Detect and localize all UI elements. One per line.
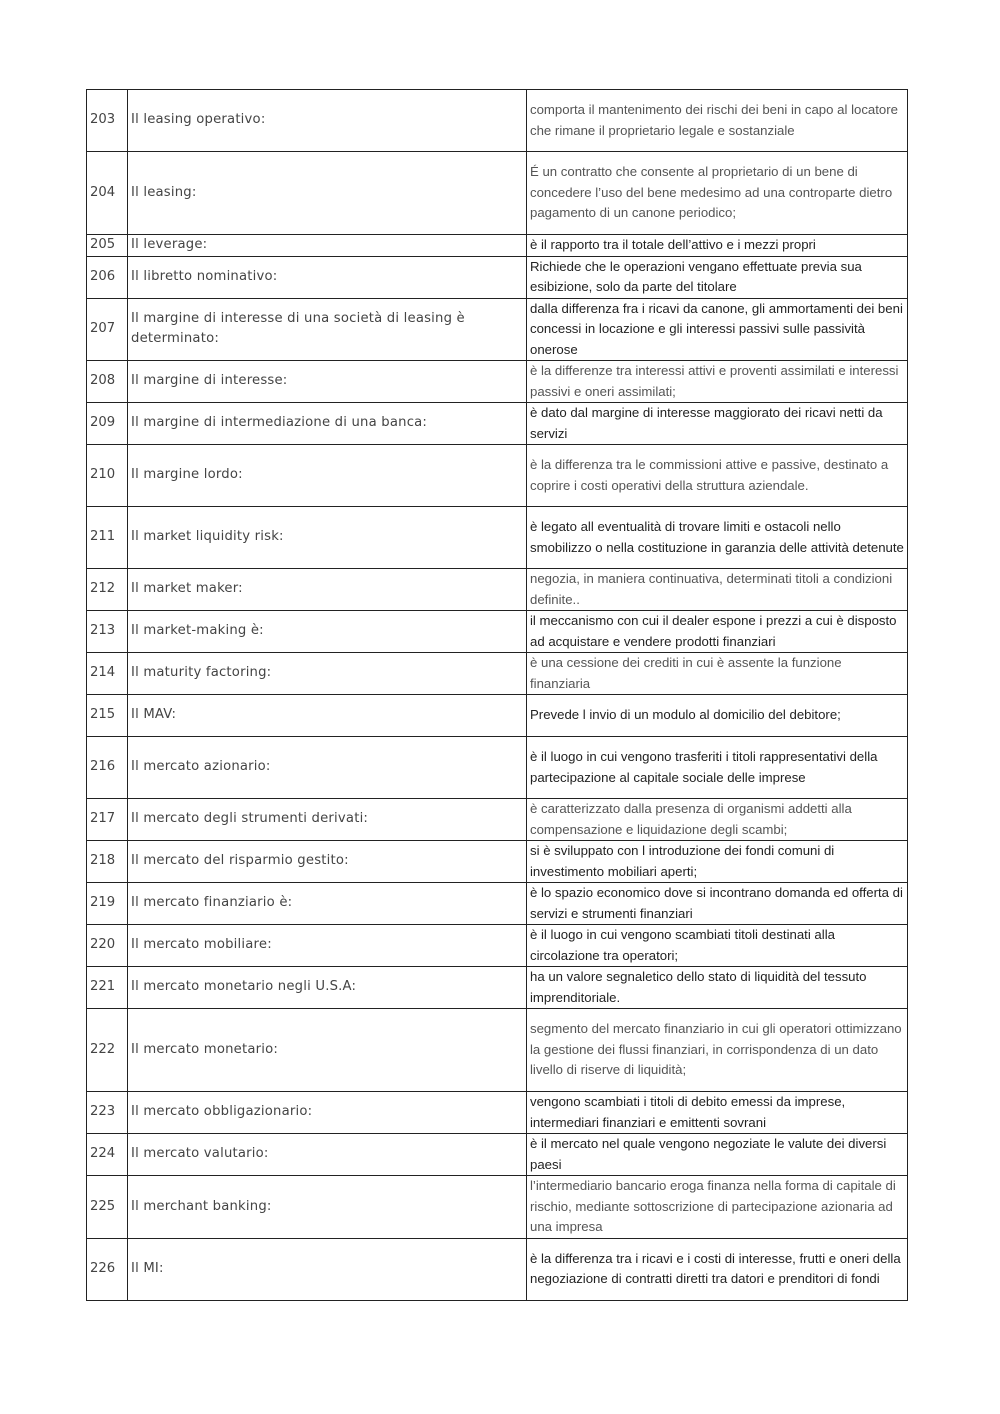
row-number: 220 xyxy=(87,925,128,967)
table-row xyxy=(87,256,908,298)
table-row xyxy=(87,695,908,737)
row-number: 208 xyxy=(87,361,128,403)
row-number: 206 xyxy=(87,256,128,298)
term-cell: Il margine lordo: xyxy=(128,445,527,507)
definition-cell: è la differenza tra i ricavi e i costi di interesse, frutti e oneri della negoziazione di contratti diretti tra datori e prenditori di fondi xyxy=(527,1238,908,1300)
definition-cell: comporta il mantenimento dei rischi dei beni in capo al locatore che rimane il proprietario legale e sostanziale xyxy=(527,90,908,152)
table-row xyxy=(87,1176,908,1239)
definition-cell: è lo spazio economico dove si incontrano domanda ed offerta di servizi e strumenti finanziari xyxy=(527,883,908,925)
table-row xyxy=(87,841,908,883)
definition-cell: É un contratto che consente al proprietario di un bene di concedere l’uso del bene medesimo ad una controparte dietro pagamento di un canone periodico; xyxy=(527,152,908,235)
table-row xyxy=(87,90,908,152)
term-cell: Il market liquidity risk: xyxy=(128,507,527,569)
table-row xyxy=(87,298,908,361)
definition-cell: Prevede l invio di un modulo al domicilio del debitore; xyxy=(527,695,908,737)
table-row xyxy=(87,569,908,611)
table-row xyxy=(87,1238,908,1300)
table-row xyxy=(87,235,908,257)
table-row xyxy=(87,445,908,507)
definition-cell: è la differenze tra interessi attivi e proventi assimilati e interessi passivi e oneri assimilati; xyxy=(527,361,908,403)
term-cell: Il leasing operativo: xyxy=(128,90,527,152)
glossary-body xyxy=(87,90,908,1301)
definition-cell: è il luogo in cui vengono scambiati titoli destinati alla circolazione tra operatori; xyxy=(527,925,908,967)
definition-cell: è la differenza tra le commissioni attive e passive, destinato a coprire i costi operativi della struttura aziendale. xyxy=(527,445,908,507)
glossary-table xyxy=(86,89,908,1301)
term-cell: Il MAV: xyxy=(128,695,527,737)
term-cell: Il margine di interesse: xyxy=(128,361,527,403)
table-row xyxy=(87,611,908,653)
definition-cell: il meccanismo con cui il dealer espone i prezzi a cui è disposto ad acquistare e vendere prodotti finanziari xyxy=(527,611,908,653)
term-cell: Il MI: xyxy=(128,1238,527,1300)
row-number: 204 xyxy=(87,152,128,235)
row-number: 223 xyxy=(87,1092,128,1134)
table-row xyxy=(87,883,908,925)
definition-cell: è il mercato nel quale vengono negoziate le valute dei diversi paesi xyxy=(527,1134,908,1176)
row-number: 217 xyxy=(87,799,128,841)
table-row xyxy=(87,1009,908,1092)
definition-cell: è una cessione dei crediti in cui è assente la funzione finanziaria xyxy=(527,653,908,695)
row-number: 212 xyxy=(87,569,128,611)
definition-cell: negozia, in maniera continuativa, determinati titoli a condizioni definite.. xyxy=(527,569,908,611)
term-cell: Il mercato monetario: xyxy=(128,1009,527,1092)
table-row xyxy=(87,799,908,841)
row-number: 224 xyxy=(87,1134,128,1176)
table-row xyxy=(87,507,908,569)
definition-cell: dalla differenza fra i ricavi da canone, gli ammortamenti dei beni concessi in locazione e gli interessi passivi sulle passività onerose xyxy=(527,298,908,361)
term-cell: Il merchant banking: xyxy=(128,1176,527,1239)
definition-cell: è il luogo in cui vengono trasferiti i titoli rappresentativi della partecipazione al capitale sociale delle imprese xyxy=(527,737,908,799)
table-row xyxy=(87,925,908,967)
term-cell: Il mercato del risparmio gestito: xyxy=(128,841,527,883)
term-cell: Il mercato finanziario è: xyxy=(128,883,527,925)
row-number: 219 xyxy=(87,883,128,925)
definition-cell: si è sviluppato con l introduzione dei fondi comuni di investimento mobiliari aperti; xyxy=(527,841,908,883)
table-row xyxy=(87,1134,908,1176)
definition-cell: è legato all eventualità di trovare limiti e ostacoli nello smobilizzo o nella costituzione in garanzia delle attività detenute xyxy=(527,507,908,569)
term-cell: Il leverage: xyxy=(128,235,527,257)
definition-cell: vengono scambiati i titoli di debito emessi da imprese, intermediari finanziari e emittenti sovrani xyxy=(527,1092,908,1134)
row-number: 207 xyxy=(87,298,128,361)
row-number: 213 xyxy=(87,611,128,653)
row-number: 211 xyxy=(87,507,128,569)
term-cell: Il mercato degli strumenti derivati: xyxy=(128,799,527,841)
term-cell: Il margine di intermediazione di una banca: xyxy=(128,403,527,445)
row-number: 225 xyxy=(87,1176,128,1239)
term-cell: Il market-making è: xyxy=(128,611,527,653)
row-number: 221 xyxy=(87,967,128,1009)
table-row xyxy=(87,737,908,799)
term-cell: Il mercato obbligazionario: xyxy=(128,1092,527,1134)
definition-cell: Richiede che le operazioni vengano effettuate previa sua esibizione, solo da parte del titolare xyxy=(527,256,908,298)
definition-cell: è dato dal margine di interesse maggiorato dei ricavi netti da servizi xyxy=(527,403,908,445)
row-number: 203 xyxy=(87,90,128,152)
term-cell: Il margine di interesse di una società di leasing è determinato: xyxy=(128,298,527,361)
row-number: 222 xyxy=(87,1009,128,1092)
row-number: 218 xyxy=(87,841,128,883)
term-cell: Il market maker: xyxy=(128,569,527,611)
definition-cell: segmento del mercato finanziario in cui gli operatori ottimizzano la gestione dei flussi finanziari, in corrispondenza di un dato livello di riserve di liquidità; xyxy=(527,1009,908,1092)
definition-cell: è caratterizzato dalla presenza di organismi addetti alla compensazione e liquidazione degli scambi; xyxy=(527,799,908,841)
row-number: 216 xyxy=(87,737,128,799)
term-cell: Il maturity factoring: xyxy=(128,653,527,695)
term-cell: Il mercato azionario: xyxy=(128,737,527,799)
term-cell: Il mercato valutario: xyxy=(128,1134,527,1176)
row-number: 209 xyxy=(87,403,128,445)
table-row xyxy=(87,361,908,403)
definition-cell: è il rapporto tra il totale dell’attivo e i mezzi propri xyxy=(527,235,908,257)
row-number: 205 xyxy=(87,235,128,257)
table-row xyxy=(87,1092,908,1134)
table-row xyxy=(87,152,908,235)
definition-cell: ha un valore segnaletico dello stato di liquidità del tessuto imprenditoriale. xyxy=(527,967,908,1009)
term-cell: Il mercato mobiliare: xyxy=(128,925,527,967)
row-number: 214 xyxy=(87,653,128,695)
table-row xyxy=(87,653,908,695)
definition-cell: l’intermediario bancario eroga finanza nella forma di capitale di rischio, mediante sottoscrizione di partecipazione azionaria ad una impresa xyxy=(527,1176,908,1239)
term-cell: Il mercato monetario negli U.S.A: xyxy=(128,967,527,1009)
table-row xyxy=(87,403,908,445)
row-number: 210 xyxy=(87,445,128,507)
table-row xyxy=(87,967,908,1009)
term-cell: Il libretto nominativo: xyxy=(128,256,527,298)
row-number: 226 xyxy=(87,1238,128,1300)
row-number: 215 xyxy=(87,695,128,737)
term-cell: Il leasing: xyxy=(128,152,527,235)
